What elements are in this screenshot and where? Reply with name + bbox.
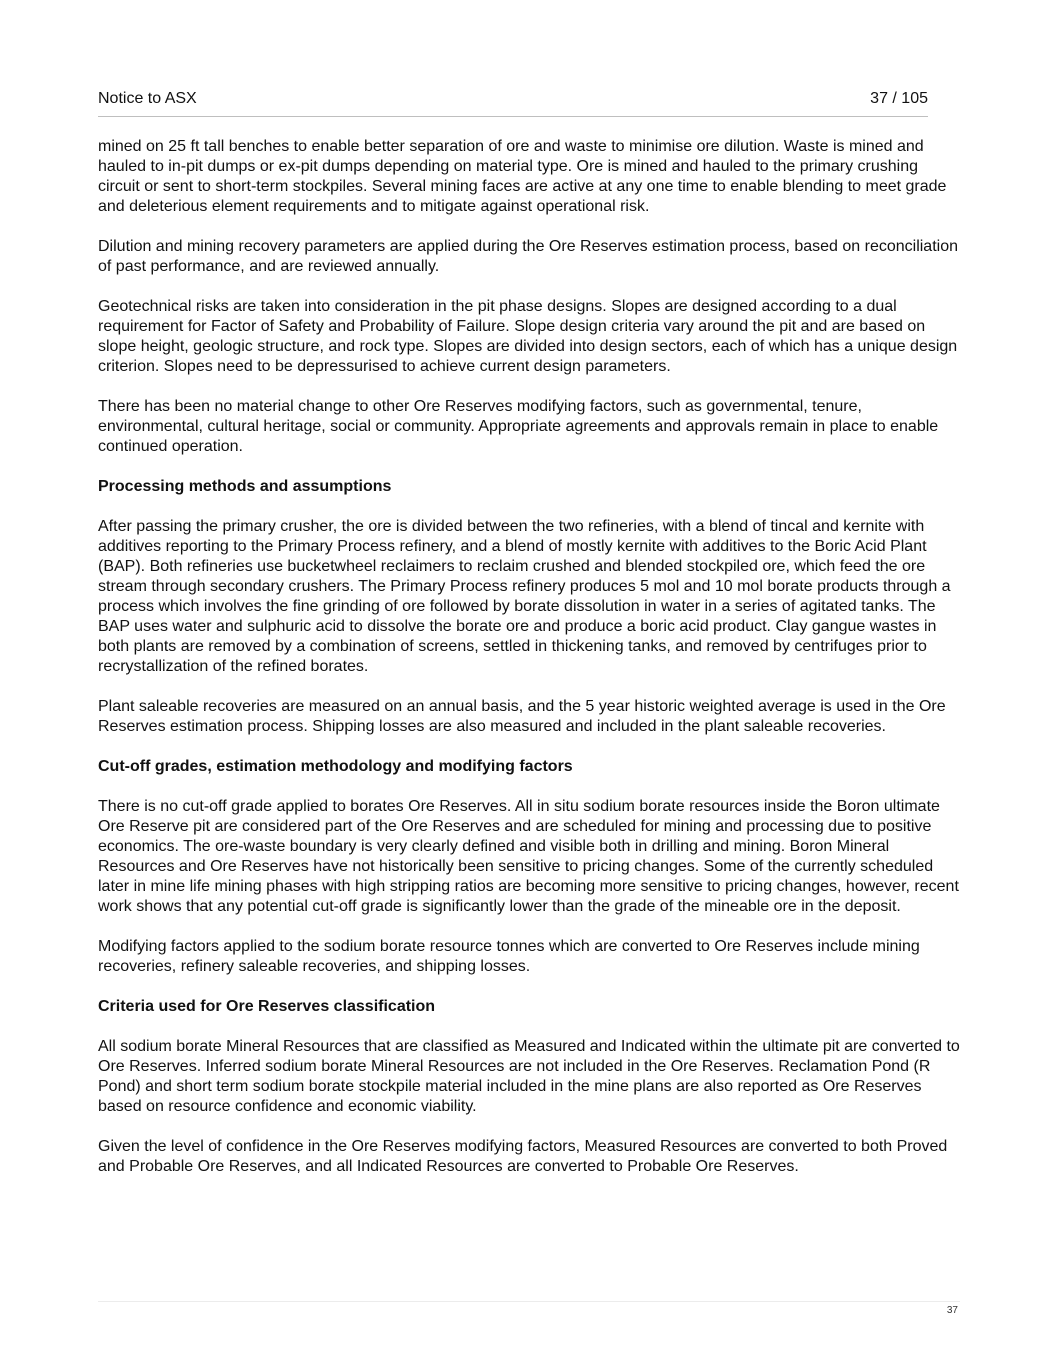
paragraph-processing-refineries: After passing the primary crusher, the ore is divided between the two refineries, with a blend of tincal and kernite with additives reporting to the Primary Process refinery, and a blend of mostly kernite with additives to the Boric Acid Plant (BAP). Both refineries use bucketwheel reclaimers to reclaim crushed and blended stockpiled ore, which feed the ore stream through secondary crushers. The Primary Process refinery produces 5 mol and 10 mol borate products through a process which involves the fine grinding of ore followed by borate dissolution in water in a series of agitated tanks. The BAP uses water and sulphuric acid to dissolve the borate ore and produce a boric acid product. Clay gangue wastes in both plants are removed by a combination of screens, settled in thickening tanks, and removed by centrifuges prior to recrystallization of the refined borates. — [98, 518, 951, 675]
paragraph-dilution-recovery: Dilution and mining recovery parameters are applied during the Ore Reserves estimation process, based on reconciliation of past performance, and are reviewed annually. — [98, 238, 958, 275]
heading-processing-methods: Processing methods and assumptions — [98, 478, 392, 495]
heading-classification-criteria: Criteria used for Ore Reserves classification — [98, 998, 436, 1015]
paragraph-mining-benches: mined on 25 ft tall benches to enable better separation of ore and waste to minimise ore dilution. Waste is mined and hauled to in-pit dumps or ex-pit dumps depending on material type. Ore is mined and hauled to the primary crushing circuit or sent to short-term stockpiles. Several mining faces are active at any one time to enable blending to meet grade and deleterious element requirements and to mitigate against operational risk. — [98, 138, 947, 215]
footer-divider — [98, 1301, 960, 1302]
paragraph-cut-off-grade: There is no cut-off grade applied to borates Ore Reserves. All in situ sodium borate resources inside the Boron ultimate Ore Reserve pit are considered part of the Ore Reserves and are scheduled for mining and processing due to positive economics. The ore-waste boundary is very clearly defined and visible both in drilling and mining. Boron Mineral Resources and Ore Reserves have not historically been sensitive to pricing changes. Some of the currently scheduled later in mine life mining phases with high stripping ratios are becoming more sensitive to pricing changes, however, recent work shows that any potential cut-off grade is significantly lower than the grade of the mineable ore in the deposit. — [98, 798, 959, 915]
page-header — [98, 88, 928, 117]
paragraph-modifying-factors-applied: Modifying factors applied to the sodium borate resource tonnes which are converted to Ore Reserves include mining recoveries, refinery saleable recoveries, and shipping losses. — [98, 938, 920, 975]
document-title: Notice to ASX — [98, 90, 197, 107]
document-body — [98, 137, 960, 1197]
paragraph-confidence-level: Given the level of confidence in the Ore Reserves modifying factors, Measured Resources are converted to both Proved and Probable Ore Reserves, and all Indicated Resources are converted to Probable Ore Reserves. — [98, 1138, 948, 1175]
paragraph-plant-recoveries: Plant saleable recoveries are measured on an annual basis, and the 5 year historic weighted average is used in the Ore Reserves estimation process. Shipping losses are also measured and included in the plant saleable recoveries. — [98, 698, 946, 735]
heading-cut-off-grades: Cut-off grades, estimation methodology and modifying factors — [98, 758, 573, 775]
footer-page-number: 37 — [946, 1305, 958, 1316]
page-indicator: 37 / 105 — [870, 90, 928, 107]
paragraph-modifying-factors-unchanged: There has been no material change to other Ore Reserves modifying factors, such as governmental, tenure, environmental, cultural heritage, social or community. Appropriate agreements and approvals remain in place to enable continued operation. — [98, 398, 939, 455]
paragraph-resource-conversion: All sodium borate Mineral Resources that are classified as Measured and Indicated within the ultimate pit are converted to Ore Reserves. Inferred sodium borate Mineral Resources are not included in the Ore Reserves. Reclamation Pond (R Pond) and short term sodium borate stockpile material included in the mine plans are also reported as Ore Reserves based on resource confidence and economic viability. — [98, 1038, 960, 1115]
paragraph-geotechnical-risks: Geotechnical risks are taken into consideration in the pit phase designs. Slopes are designed according to a dual requirement for Factor of Safety and Probability of Failure. Slope design criteria vary around the pit and are based on slope height, geologic structure, and rock type. Slopes are divided into design sectors, each of which has a unique design criterion. Slopes need to be depressurised to achieve current design parameters. — [98, 298, 958, 375]
